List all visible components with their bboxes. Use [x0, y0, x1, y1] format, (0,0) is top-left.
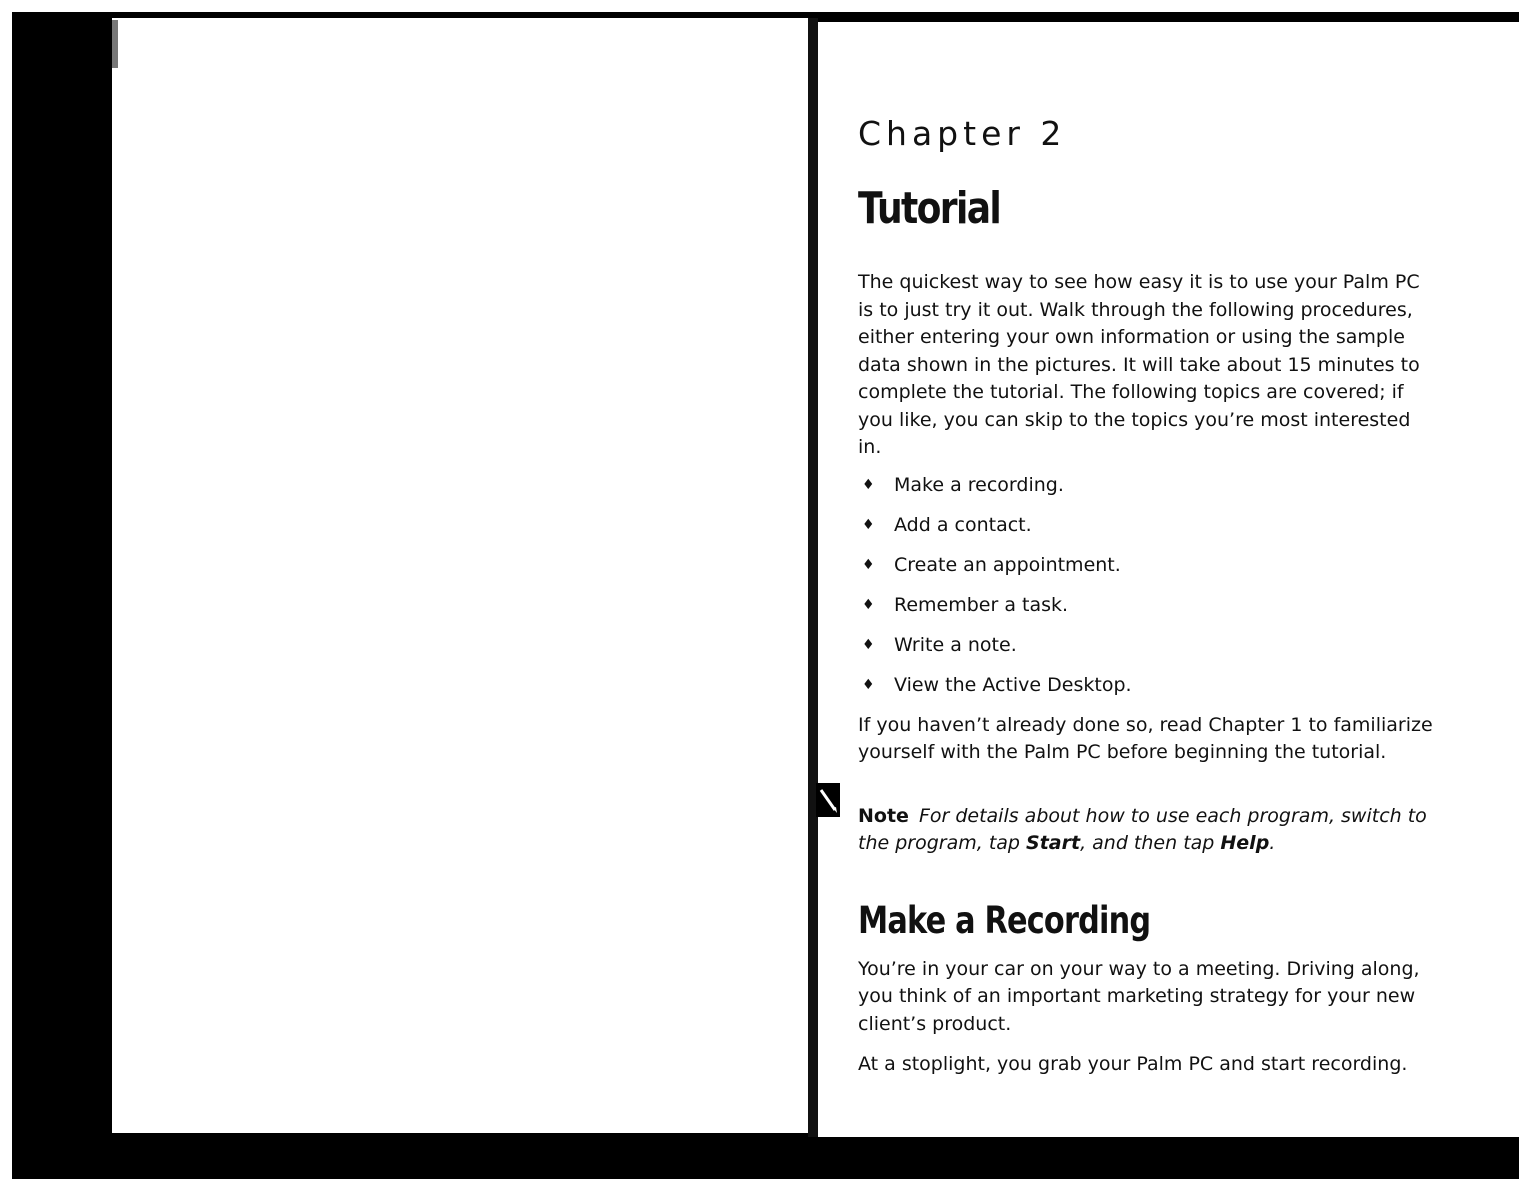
section-heading: Make a Recording — [858, 898, 1151, 942]
list-item — [858, 472, 1458, 499]
diamond-bullet-icon: ♦ — [862, 476, 875, 493]
note-text-middle: , and then tap — [1080, 832, 1221, 854]
list-item-text: Write a note. — [894, 633, 1017, 656]
note-callout — [858, 803, 1433, 858]
left-binding-edge — [112, 20, 118, 68]
list-item-text: Remember a task. — [894, 593, 1069, 616]
list-item-text: Create an appointment. — [894, 553, 1121, 576]
diamond-bullet-icon: ♦ — [862, 596, 875, 613]
section-paragraph: At a stoplight, you grab your Palm PC and start recording. — [858, 1053, 1408, 1075]
topic-list — [858, 472, 1458, 699]
note-help-keyword: Help — [1220, 832, 1270, 854]
list-item — [858, 552, 1458, 579]
diamond-bullet-icon: ♦ — [862, 516, 875, 533]
note-label: Note — [858, 804, 909, 827]
diamond-bullet-icon: ♦ — [862, 636, 875, 653]
list-item — [858, 512, 1458, 539]
intro-paragraph: The quickest way to see how easy it is to use your Palm PC is to just try it out. Walk through the following procedures, either entering your own information or using the sample data shown in the pictures. It will take about 15 minutes to complete the tutorial. The following topics are covered; if you like, you can skip to the topics you’re most interested in. — [858, 271, 1420, 458]
list-item — [858, 672, 1458, 699]
page-content — [858, 113, 1458, 1079]
chapter-label: Chapter 2 — [858, 114, 1067, 153]
list-item — [858, 632, 1458, 659]
section-paragraph: You’re in your car on your way to a meeting. Driving along, you think of an important marketing strategy for your new client’s product. — [858, 957, 1420, 1035]
pencil-note-icon — [816, 783, 840, 817]
list-item-text: Add a contact. — [894, 513, 1032, 536]
diamond-bullet-icon: ♦ — [862, 556, 875, 573]
list-item-text: View the Active Desktop. — [894, 673, 1132, 696]
list-item-text: Make a recording. — [894, 473, 1064, 496]
note-start-keyword: Start — [1026, 832, 1081, 854]
list-item — [858, 592, 1458, 619]
prerequisite-paragraph: If you haven’t already done so, read Chapter 1 to familiarize yourself with the Palm PC before beginning the tutorial. — [858, 713, 1433, 763]
note-text-before: For details about how to use each program, switch to the program, tap — [858, 804, 1427, 854]
note-text-after: . — [1269, 832, 1276, 854]
left-page-blank — [112, 18, 808, 1133]
chapter-title: Tutorial — [858, 183, 1001, 234]
diamond-bullet-icon: ♦ — [862, 676, 875, 693]
book-spine — [808, 18, 818, 1137]
section-body — [858, 956, 1458, 1079]
